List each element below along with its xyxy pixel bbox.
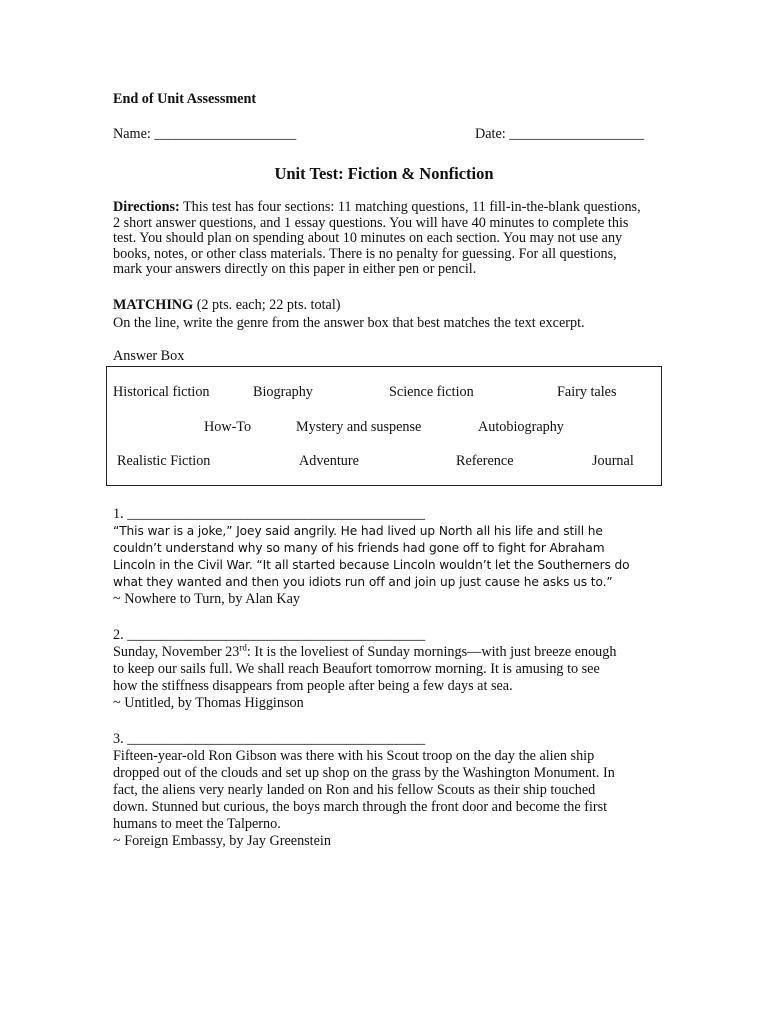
ordinal-suffix: rd <box>239 642 247 653</box>
excerpt-source: ~ Foreign Embassy, by Jay Greenstein <box>113 833 331 849</box>
date-field-line: Date: ___________________ <box>475 126 645 142</box>
excerpt-line: down. Stunned but curious, the boys march through the front door and become the first <box>113 799 608 815</box>
matching-points: (2 pts. each; 22 pts. total) <box>193 297 341 313</box>
excerpt-text: Sunday, November 23 <box>113 644 240 660</box>
excerpt-line: humans to meet the Talperno. <box>113 816 281 832</box>
excerpt-source: ~ Untitled, by Thomas Higginson <box>113 695 304 711</box>
excerpt-source: ~ Nowhere to Turn, by Alan Kay <box>113 591 300 607</box>
answer-line[interactable]: 1. __________________________________________ <box>113 506 426 522</box>
excerpt-line: Lincoln in the Civil War. “It all started because Lincoln wouldn’t let the Southerners do <box>113 558 630 572</box>
genre-mystery-and-suspense: Mystery and suspense <box>296 419 422 435</box>
directions-label: Directions: <box>113 199 180 215</box>
question-1 <box>113 506 658 608</box>
answer-line[interactable]: 2. __________________________________________ <box>113 627 426 643</box>
genre-biography: Biography <box>253 384 313 400</box>
excerpt-line: how the stiffness disappears from people after being a few days at sea. <box>113 678 513 694</box>
matching-instruction: On the line, write the genre from the answer box that best matches the text excerpt. <box>113 315 585 331</box>
excerpt-line: what they wanted and then you idiots run off and join up just cause he asks us to.” <box>113 575 613 589</box>
directions-paragraph <box>113 200 643 278</box>
assessment-label: End of Unit Assessment <box>113 91 257 107</box>
genre-adventure: Adventure <box>299 453 359 469</box>
excerpt-line: Fifteen-year-old Ron Gibson was there with his Scout troop on the day the alien ship <box>113 748 595 764</box>
genre-autobiography: Autobiography <box>478 419 564 435</box>
excerpt-text: : It is the loveliest of Sunday mornings—with just breeze enough <box>246 644 617 660</box>
directions-text: This test has four sections: 11 matching questions, 11 fill-in-the-blank questions, 2 short answer questions, and 1 essay questions. You will have 40 minutes to complete this test. You should plan on spending about 10 minutes on each section. You may not use any books, notes, or other class materials. There is no penalty for guessing. For all questions, mark your answers directly on this paper in either pen or pencil. <box>113 199 641 277</box>
genre-science-fiction: Science fiction <box>389 384 474 400</box>
genre-how-to: How-To <box>204 419 252 435</box>
excerpt-line: to keep our sails full. We shall reach Beaufort tomorrow morning. It is amusing to see <box>113 661 600 677</box>
answer-line[interactable]: 3. __________________________________________ <box>113 731 426 747</box>
excerpt-line: fact, the aliens very nearly landed on Ron and his fellow Scouts as their ship touched <box>113 782 596 798</box>
answer-box <box>106 366 662 486</box>
excerpt-line: “This war is a joke,” Joey said angrily. He had lived up North all his life and still he <box>113 524 603 538</box>
name-field-line: Name: ____________________ <box>113 126 297 142</box>
matching-title: MATCHING <box>113 297 194 313</box>
matching-heading <box>113 297 341 314</box>
answer-box-label: Answer Box <box>113 348 185 364</box>
excerpt-line: couldn’t understand why so many of his friends had gone off to fight for Abraham <box>113 541 605 555</box>
page-title: Unit Test: Fiction & Nonfiction <box>274 164 494 183</box>
genre-fairy-tales: Fairy tales <box>557 384 617 400</box>
genre-reference: Reference <box>456 453 514 469</box>
genre-historical-fiction: Historical fiction <box>113 384 210 400</box>
excerpt-line <box>113 644 658 661</box>
question-2 <box>113 627 658 712</box>
question-3 <box>113 731 658 850</box>
excerpt-line: dropped out of the clouds and set up shop on the grass by the Washington Monument. In <box>113 765 615 781</box>
genre-journal: Journal <box>592 453 634 469</box>
genre-realistic-fiction: Realistic Fiction <box>117 453 211 469</box>
